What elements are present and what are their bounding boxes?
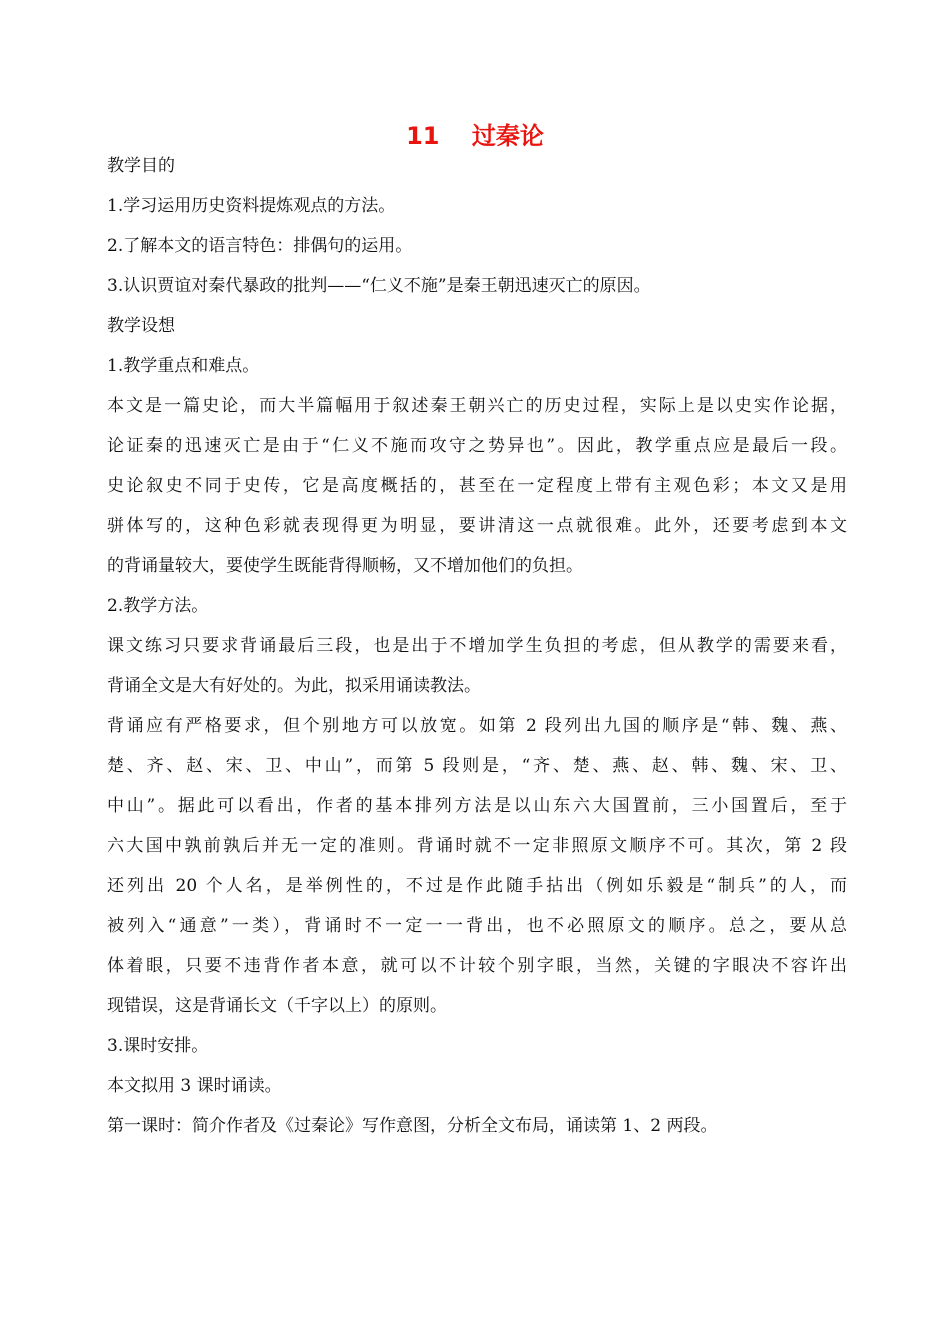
text-line: 教学目的: [107, 156, 175, 176]
text-line: 史论叙史不同于史传，它是高度概括的，甚至在一定程度上带有主观色彩；本文又是用: [107, 476, 847, 496]
text-line: 骈体写的，这种色彩就表现得更为明显，要讲清这一点就很难。此外，还要考虑到本文: [107, 516, 847, 536]
text-line: 现错误，这是背诵长文（千字以上）的原则。: [107, 996, 447, 1016]
document-title: 11 过秦论: [406, 122, 544, 150]
text-line: 还列出 20 个人名，是举例性的，不过是作此随手拈出（例如乐毅是“制兵”的人，而: [107, 876, 847, 896]
text-line: 本文拟用 3 课时诵读。: [107, 1076, 282, 1096]
text-line: 楚、齐、赵、宋、卫、中山”，而第 5 段则是，“齐、楚、燕、赵、韩、魏、宋、卫、: [107, 756, 847, 776]
text-line: 背诵应有严格要求，但个别地方可以放宽。如第 2 段列出九国的顺序是“韩、魏、燕、: [107, 716, 847, 736]
text-line: 六大国中孰前孰后并无一定的准则。背诵时就不一定非照原文顺序不可。其次，第 2 段: [107, 836, 847, 856]
text-line: 中山”。据此可以看出，作者的基本排列方法是以山东六大国置前，三小国置后，至于: [107, 796, 847, 816]
document-body: [107, 146, 847, 1146]
text-line: 论证秦的迅速灭亡是由于“仁义不施而攻守之势异也”。因此，教学重点应是最后一段。: [107, 436, 847, 456]
text-line: 3.课时安排。: [107, 1036, 209, 1056]
text-line: 教学设想: [107, 316, 175, 336]
text-line: 3.认识贾谊对秦代暴政的批判——“仁义不施”是秦王朝迅速灭亡的原因。: [107, 276, 651, 296]
text-line: 1.学习运用历史资料提炼观点的方法。: [107, 196, 396, 216]
text-line: 第一课时：简介作者及《过秦论》写作意图，分析全文布局，诵读第 1、2 两段。: [107, 1116, 718, 1136]
text-line: 的背诵量较大，要使学生既能背得顺畅，又不增加他们的负担。: [107, 556, 583, 576]
text-line: 课文练习只要求背诵最后三段，也是出于不增加学生负担的考虑，但从教学的需要来看，: [107, 636, 847, 656]
text-line: 本文是一篇史论，而大半篇幅用于叙述秦王朝兴亡的历史过程，实际上是以史实作论据，: [107, 396, 847, 416]
text-line: 背诵全文是大有好处的。为此，拟采用诵读教法。: [107, 676, 481, 696]
text-line: 被列入“通意”一类），背诵时不一定一一背出，也不必照原文的顺序。总之，要从总: [107, 916, 847, 936]
text-line: 2.了解本文的语言特色：排偶句的运用。: [107, 236, 413, 256]
text-line: 2.教学方法。: [107, 596, 209, 616]
text-line: 体着眼，只要不违背作者本意，就可以不计较个别字眼，当然，关键的字眼决不容许出: [107, 956, 847, 976]
text-line: 1.教学重点和难点。: [107, 356, 260, 376]
